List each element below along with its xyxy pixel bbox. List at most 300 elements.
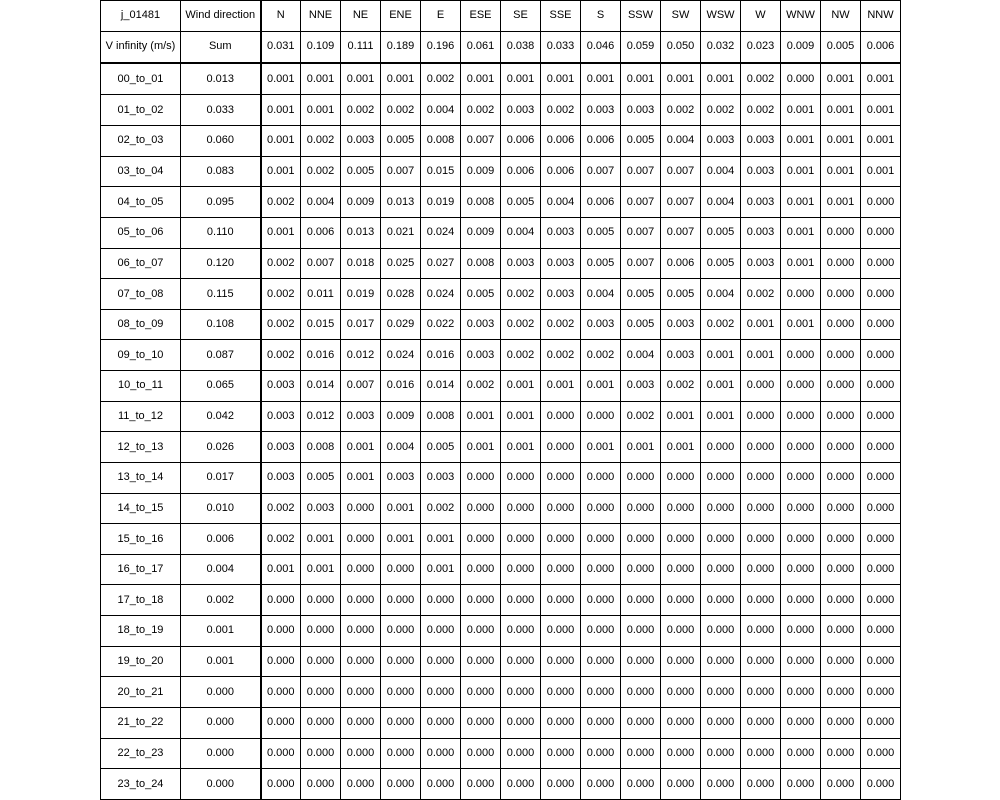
frequency-cell: 0.025 <box>381 248 421 279</box>
direction-ssw: SSW <box>621 1 661 32</box>
frequency-cell: 0.000 <box>861 738 901 769</box>
frequency-cell: 0.024 <box>381 340 421 371</box>
frequency-cell: 0.003 <box>261 432 301 463</box>
frequency-cell: 0.000 <box>661 554 701 585</box>
frequency-cell: 0.008 <box>421 126 461 157</box>
speed-sum-cell: 0.001 <box>181 646 261 677</box>
speed-range-label: 22_to_23 <box>101 738 181 769</box>
speed-sum-cell: 0.095 <box>181 187 261 218</box>
speed-sum-cell: 0.060 <box>181 126 261 157</box>
frequency-cell: 0.001 <box>541 63 581 95</box>
frequency-cell: 0.003 <box>501 248 541 279</box>
frequency-cell: 0.000 <box>461 646 501 677</box>
frequency-cell: 0.000 <box>781 63 821 95</box>
frequency-cell: 0.002 <box>381 95 421 126</box>
frequency-cell: 0.000 <box>621 493 661 524</box>
table-row <box>101 616 901 647</box>
frequency-cell: 0.000 <box>461 738 501 769</box>
frequency-cell: 0.001 <box>781 156 821 187</box>
frequency-cell: 0.000 <box>501 462 541 493</box>
frequency-cell: 0.000 <box>541 616 581 647</box>
frequency-cell: 0.028 <box>381 279 421 310</box>
frequency-cell: 0.000 <box>701 738 741 769</box>
frequency-cell: 0.015 <box>421 156 461 187</box>
frequency-cell: 0.000 <box>581 738 621 769</box>
table-row <box>101 217 901 248</box>
frequency-cell: 0.000 <box>581 585 621 616</box>
speed-sum-cell: 0.002 <box>181 585 261 616</box>
direction-sum-cell: 0.046 <box>581 31 621 63</box>
frequency-cell: 0.000 <box>741 646 781 677</box>
frequency-cell: 0.001 <box>581 63 621 95</box>
frequency-cell: 0.003 <box>661 309 701 340</box>
frequency-cell: 0.002 <box>301 126 341 157</box>
frequency-cell: 0.000 <box>341 707 381 738</box>
frequency-cell: 0.005 <box>581 217 621 248</box>
frequency-cell: 0.002 <box>741 95 781 126</box>
frequency-cell: 0.003 <box>661 340 701 371</box>
direction-sum-cell: 0.023 <box>741 31 781 63</box>
frequency-cell: 0.000 <box>821 585 861 616</box>
speed-range-label: 01_to_02 <box>101 95 181 126</box>
frequency-cell: 0.000 <box>501 585 541 616</box>
speed-range-label: 21_to_22 <box>101 707 181 738</box>
frequency-cell: 0.001 <box>821 187 861 218</box>
frequency-cell: 0.005 <box>621 279 661 310</box>
frequency-cell: 0.000 <box>581 646 621 677</box>
frequency-cell: 0.000 <box>701 616 741 647</box>
frequency-cell: 0.000 <box>781 677 821 708</box>
frequency-cell: 0.003 <box>741 187 781 218</box>
speed-sum-cell: 0.000 <box>181 707 261 738</box>
frequency-cell: 0.001 <box>341 432 381 463</box>
speed-range-label: 12_to_13 <box>101 432 181 463</box>
speed-sum-cell: 0.115 <box>181 279 261 310</box>
frequency-cell: 0.001 <box>341 462 381 493</box>
frequency-cell: 0.000 <box>261 646 301 677</box>
frequency-cell: 0.003 <box>541 248 581 279</box>
table-row <box>101 95 901 126</box>
frequency-cell: 0.002 <box>261 493 301 524</box>
frequency-cell: 0.000 <box>341 769 381 800</box>
frequency-cell: 0.000 <box>581 493 621 524</box>
frequency-cell: 0.002 <box>461 95 501 126</box>
frequency-cell: 0.000 <box>301 769 341 800</box>
frequency-cell: 0.024 <box>421 279 461 310</box>
frequency-cell: 0.005 <box>621 309 661 340</box>
frequency-cell: 0.000 <box>821 309 861 340</box>
frequency-cell: 0.000 <box>381 554 421 585</box>
frequency-cell: 0.000 <box>861 616 901 647</box>
frequency-cell: 0.000 <box>781 554 821 585</box>
frequency-cell: 0.000 <box>661 738 701 769</box>
frequency-cell: 0.002 <box>261 187 301 218</box>
frequency-cell: 0.000 <box>421 738 461 769</box>
direction-header: Wind direction <box>181 1 261 32</box>
frequency-cell: 0.001 <box>621 63 661 95</box>
frequency-cell: 0.000 <box>781 646 821 677</box>
frequency-cell: 0.001 <box>781 95 821 126</box>
frequency-cell: 0.000 <box>621 462 661 493</box>
frequency-cell: 0.000 <box>501 646 541 677</box>
frequency-cell: 0.000 <box>781 585 821 616</box>
frequency-cell: 0.007 <box>621 217 661 248</box>
frequency-cell: 0.000 <box>821 554 861 585</box>
speed-range-label: 16_to_17 <box>101 554 181 585</box>
direction-ene: ENE <box>381 1 421 32</box>
frequency-cell: 0.019 <box>421 187 461 218</box>
speed-range-label: 15_to_16 <box>101 524 181 555</box>
frequency-cell: 0.004 <box>501 217 541 248</box>
frequency-cell: 0.003 <box>341 401 381 432</box>
frequency-cell: 0.002 <box>581 340 621 371</box>
frequency-cell: 0.000 <box>821 217 861 248</box>
frequency-cell: 0.000 <box>261 738 301 769</box>
table-row <box>101 63 901 95</box>
frequency-cell: 0.005 <box>301 462 341 493</box>
frequency-cell: 0.000 <box>741 677 781 708</box>
frequency-cell: 0.003 <box>461 340 501 371</box>
frequency-cell: 0.000 <box>341 616 381 647</box>
frequency-cell: 0.005 <box>381 126 421 157</box>
frequency-cell: 0.000 <box>861 248 901 279</box>
frequency-cell: 0.004 <box>541 187 581 218</box>
frequency-cell: 0.000 <box>741 585 781 616</box>
frequency-cell: 0.000 <box>341 554 381 585</box>
frequency-cell: 0.007 <box>621 156 661 187</box>
frequency-cell: 0.003 <box>621 371 661 402</box>
table-row <box>101 187 901 218</box>
direction-sum-cell: 0.059 <box>621 31 661 63</box>
direction-nnw: NNW <box>861 1 901 32</box>
frequency-cell: 0.000 <box>501 554 541 585</box>
speed-range-label: 07_to_08 <box>101 279 181 310</box>
direction-sum-cell: 0.033 <box>541 31 581 63</box>
frequency-cell: 0.000 <box>821 493 861 524</box>
frequency-cell: 0.000 <box>621 646 661 677</box>
frequency-cell: 0.002 <box>701 309 741 340</box>
frequency-cell: 0.007 <box>661 217 701 248</box>
speed-sum-cell: 0.006 <box>181 524 261 555</box>
frequency-cell: 0.002 <box>501 340 541 371</box>
frequency-cell: 0.003 <box>741 248 781 279</box>
frequency-cell: 0.011 <box>301 279 341 310</box>
speed-sum-cell: 0.026 <box>181 432 261 463</box>
frequency-cell: 0.000 <box>541 677 581 708</box>
frequency-cell: 0.000 <box>701 677 741 708</box>
speed-sum-cell: 0.108 <box>181 309 261 340</box>
frequency-cell: 0.001 <box>781 217 821 248</box>
frequency-cell: 0.000 <box>821 646 861 677</box>
frequency-cell: 0.000 <box>821 432 861 463</box>
frequency-cell: 0.001 <box>501 401 541 432</box>
frequency-cell: 0.000 <box>661 585 701 616</box>
direction-sum-cell: 0.038 <box>501 31 541 63</box>
frequency-cell: 0.000 <box>581 707 621 738</box>
frequency-cell: 0.000 <box>541 707 581 738</box>
frequency-cell: 0.009 <box>461 156 501 187</box>
direction-e: E <box>421 1 461 32</box>
direction-nw: NW <box>821 1 861 32</box>
speed-sum-cell: 0.110 <box>181 217 261 248</box>
frequency-cell: 0.000 <box>661 769 701 800</box>
frequency-cell: 0.006 <box>541 156 581 187</box>
speed-header: V infinity (m/s) <box>101 31 181 63</box>
frequency-cell: 0.006 <box>501 126 541 157</box>
frequency-cell: 0.000 <box>461 554 501 585</box>
frequency-cell: 0.005 <box>701 217 741 248</box>
frequency-cell: 0.006 <box>501 156 541 187</box>
frequency-cell: 0.000 <box>301 616 341 647</box>
frequency-cell: 0.000 <box>821 248 861 279</box>
frequency-cell: 0.000 <box>261 677 301 708</box>
frequency-cell: 0.001 <box>301 524 341 555</box>
frequency-cell: 0.003 <box>261 371 301 402</box>
speed-sum-cell: 0.120 <box>181 248 261 279</box>
corner-label: j_01481 <box>101 1 181 32</box>
frequency-cell: 0.001 <box>261 217 301 248</box>
speed-range-label: 23_to_24 <box>101 769 181 800</box>
frequency-cell: 0.000 <box>581 462 621 493</box>
frequency-cell: 0.000 <box>701 432 741 463</box>
speed-sum-cell: 0.087 <box>181 340 261 371</box>
frequency-cell: 0.001 <box>741 340 781 371</box>
direction-sum-cell: 0.005 <box>821 31 861 63</box>
frequency-cell: 0.001 <box>261 95 301 126</box>
frequency-cell: 0.006 <box>661 248 701 279</box>
direction-sum-cell: 0.006 <box>861 31 901 63</box>
frequency-cell: 0.000 <box>781 340 821 371</box>
frequency-cell: 0.000 <box>741 462 781 493</box>
frequency-cell: 0.000 <box>741 432 781 463</box>
frequency-cell: 0.000 <box>821 769 861 800</box>
frequency-cell: 0.005 <box>701 248 741 279</box>
frequency-cell: 0.001 <box>461 401 501 432</box>
frequency-cell: 0.000 <box>581 554 621 585</box>
frequency-cell: 0.000 <box>581 524 621 555</box>
frequency-cell: 0.000 <box>661 677 701 708</box>
frequency-cell: 0.005 <box>461 279 501 310</box>
frequency-cell: 0.000 <box>301 738 341 769</box>
frequency-cell: 0.001 <box>821 156 861 187</box>
direction-ese: ESE <box>461 1 501 32</box>
frequency-cell: 0.000 <box>861 217 901 248</box>
frequency-cell: 0.002 <box>661 371 701 402</box>
frequency-cell: 0.001 <box>261 554 301 585</box>
table-row <box>101 401 901 432</box>
frequency-cell: 0.000 <box>741 616 781 647</box>
speed-sum-cell: 0.000 <box>181 738 261 769</box>
frequency-cell: 0.004 <box>701 187 741 218</box>
frequency-cell: 0.002 <box>421 493 461 524</box>
frequency-cell: 0.001 <box>781 126 821 157</box>
frequency-cell: 0.002 <box>261 340 301 371</box>
frequency-cell: 0.008 <box>421 401 461 432</box>
table-row <box>101 769 901 800</box>
speed-sum-cell: 0.004 <box>181 554 261 585</box>
frequency-cell: 0.000 <box>861 646 901 677</box>
frequency-cell: 0.000 <box>661 616 701 647</box>
speed-sum-cell: 0.083 <box>181 156 261 187</box>
frequency-cell: 0.001 <box>821 95 861 126</box>
frequency-cell: 0.000 <box>661 462 701 493</box>
frequency-cell: 0.001 <box>581 432 621 463</box>
frequency-cell: 0.000 <box>821 707 861 738</box>
frequency-cell: 0.001 <box>781 187 821 218</box>
direction-n: N <box>261 1 301 32</box>
frequency-cell: 0.007 <box>341 371 381 402</box>
frequency-cell: 0.003 <box>301 493 341 524</box>
frequency-cell: 0.003 <box>741 126 781 157</box>
frequency-cell: 0.001 <box>381 524 421 555</box>
frequency-cell: 0.014 <box>421 371 461 402</box>
direction-sse: SSE <box>541 1 581 32</box>
table-row <box>101 432 901 463</box>
frequency-cell: 0.001 <box>621 432 661 463</box>
table-row <box>101 493 901 524</box>
frequency-cell: 0.003 <box>341 126 381 157</box>
frequency-cell: 0.029 <box>381 309 421 340</box>
frequency-cell: 0.000 <box>621 677 661 708</box>
speed-range-label: 13_to_14 <box>101 462 181 493</box>
speed-range-label: 06_to_07 <box>101 248 181 279</box>
frequency-cell: 0.002 <box>541 95 581 126</box>
frequency-cell: 0.007 <box>661 156 701 187</box>
frequency-cell: 0.000 <box>861 677 901 708</box>
frequency-cell: 0.000 <box>661 707 701 738</box>
frequency-cell: 0.000 <box>541 432 581 463</box>
frequency-cell: 0.000 <box>701 493 741 524</box>
frequency-cell: 0.004 <box>421 95 461 126</box>
speed-range-label: 11_to_12 <box>101 401 181 432</box>
frequency-cell: 0.000 <box>861 554 901 585</box>
frequency-cell: 0.000 <box>781 524 821 555</box>
frequency-cell: 0.000 <box>741 524 781 555</box>
frequency-cell: 0.024 <box>421 217 461 248</box>
speed-range-label: 02_to_03 <box>101 126 181 157</box>
frequency-cell: 0.000 <box>541 738 581 769</box>
direction-w: W <box>741 1 781 32</box>
frequency-cell: 0.001 <box>661 401 701 432</box>
frequency-cell: 0.002 <box>661 95 701 126</box>
frequency-cell: 0.000 <box>861 524 901 555</box>
frequency-cell: 0.000 <box>581 769 621 800</box>
frequency-cell: 0.001 <box>661 432 701 463</box>
frequency-cell: 0.000 <box>301 585 341 616</box>
frequency-cell: 0.000 <box>261 585 301 616</box>
speed-range-label: 05_to_06 <box>101 217 181 248</box>
direction-ne: NE <box>341 1 381 32</box>
frequency-cell: 0.007 <box>621 187 661 218</box>
frequency-cell: 0.000 <box>381 738 421 769</box>
frequency-cell: 0.013 <box>341 217 381 248</box>
frequency-cell: 0.000 <box>341 738 381 769</box>
speed-range-label: 00_to_01 <box>101 63 181 95</box>
speed-range-label: 09_to_10 <box>101 340 181 371</box>
frequency-cell: 0.001 <box>381 63 421 95</box>
speed-range-label: 17_to_18 <box>101 585 181 616</box>
frequency-cell: 0.004 <box>621 340 661 371</box>
frequency-cell: 0.000 <box>821 401 861 432</box>
frequency-cell: 0.000 <box>781 371 821 402</box>
frequency-cell: 0.000 <box>541 462 581 493</box>
frequency-cell: 0.000 <box>821 738 861 769</box>
frequency-cell: 0.001 <box>301 554 341 585</box>
frequency-cell: 0.003 <box>581 309 621 340</box>
frequency-cell: 0.001 <box>261 126 301 157</box>
frequency-cell: 0.000 <box>461 524 501 555</box>
frequency-cell: 0.003 <box>541 279 581 310</box>
frequency-cell: 0.000 <box>861 769 901 800</box>
frequency-cell: 0.000 <box>781 432 821 463</box>
speed-range-label: 18_to_19 <box>101 616 181 647</box>
frequency-cell: 0.006 <box>581 126 621 157</box>
direction-sum-cell: 0.189 <box>381 31 421 63</box>
frequency-cell: 0.001 <box>821 126 861 157</box>
frequency-cell: 0.002 <box>261 524 301 555</box>
frequency-cell: 0.000 <box>501 707 541 738</box>
speed-sum-cell: 0.000 <box>181 769 261 800</box>
speed-range-label: 10_to_11 <box>101 371 181 402</box>
frequency-cell: 0.002 <box>741 279 781 310</box>
frequency-cell: 0.027 <box>421 248 461 279</box>
frequency-cell: 0.001 <box>341 63 381 95</box>
frequency-cell: 0.001 <box>701 340 741 371</box>
frequency-cell: 0.005 <box>621 126 661 157</box>
frequency-cell: 0.002 <box>741 63 781 95</box>
table-row <box>101 585 901 616</box>
frequency-cell: 0.000 <box>541 585 581 616</box>
direction-se: SE <box>501 1 541 32</box>
frequency-cell: 0.001 <box>261 156 301 187</box>
frequency-cell: 0.000 <box>301 646 341 677</box>
frequency-cell: 0.005 <box>421 432 461 463</box>
frequency-cell: 0.000 <box>301 707 341 738</box>
frequency-cell: 0.007 <box>461 126 501 157</box>
frequency-cell: 0.000 <box>661 493 701 524</box>
frequency-cell: 0.000 <box>421 769 461 800</box>
frequency-cell: 0.000 <box>621 554 661 585</box>
frequency-cell: 0.002 <box>501 309 541 340</box>
frequency-cell: 0.004 <box>701 156 741 187</box>
frequency-cell: 0.001 <box>701 63 741 95</box>
frequency-cell: 0.000 <box>341 493 381 524</box>
direction-sw: SW <box>661 1 701 32</box>
frequency-cell: 0.004 <box>381 432 421 463</box>
direction-sum-cell: 0.050 <box>661 31 701 63</box>
frequency-cell: 0.003 <box>741 217 781 248</box>
frequency-cell: 0.007 <box>381 156 421 187</box>
frequency-cell: 0.001 <box>301 63 341 95</box>
frequency-cell: 0.001 <box>701 371 741 402</box>
frequency-cell: 0.021 <box>381 217 421 248</box>
table-row <box>101 279 901 310</box>
frequency-cell: 0.012 <box>341 340 381 371</box>
frequency-cell: 0.000 <box>541 493 581 524</box>
frequency-cell: 0.004 <box>301 187 341 218</box>
frequency-cell: 0.003 <box>621 95 661 126</box>
frequency-cell: 0.000 <box>781 279 821 310</box>
frequency-cell: 0.000 <box>741 493 781 524</box>
wind-frequency-table <box>100 0 901 800</box>
direction-sum-cell: 0.196 <box>421 31 461 63</box>
direction-sum-cell: 0.009 <box>781 31 821 63</box>
frequency-cell: 0.000 <box>461 493 501 524</box>
frequency-cell: 0.000 <box>861 187 901 218</box>
frequency-cell: 0.001 <box>421 524 461 555</box>
frequency-cell: 0.000 <box>341 677 381 708</box>
frequency-cell: 0.001 <box>861 126 901 157</box>
